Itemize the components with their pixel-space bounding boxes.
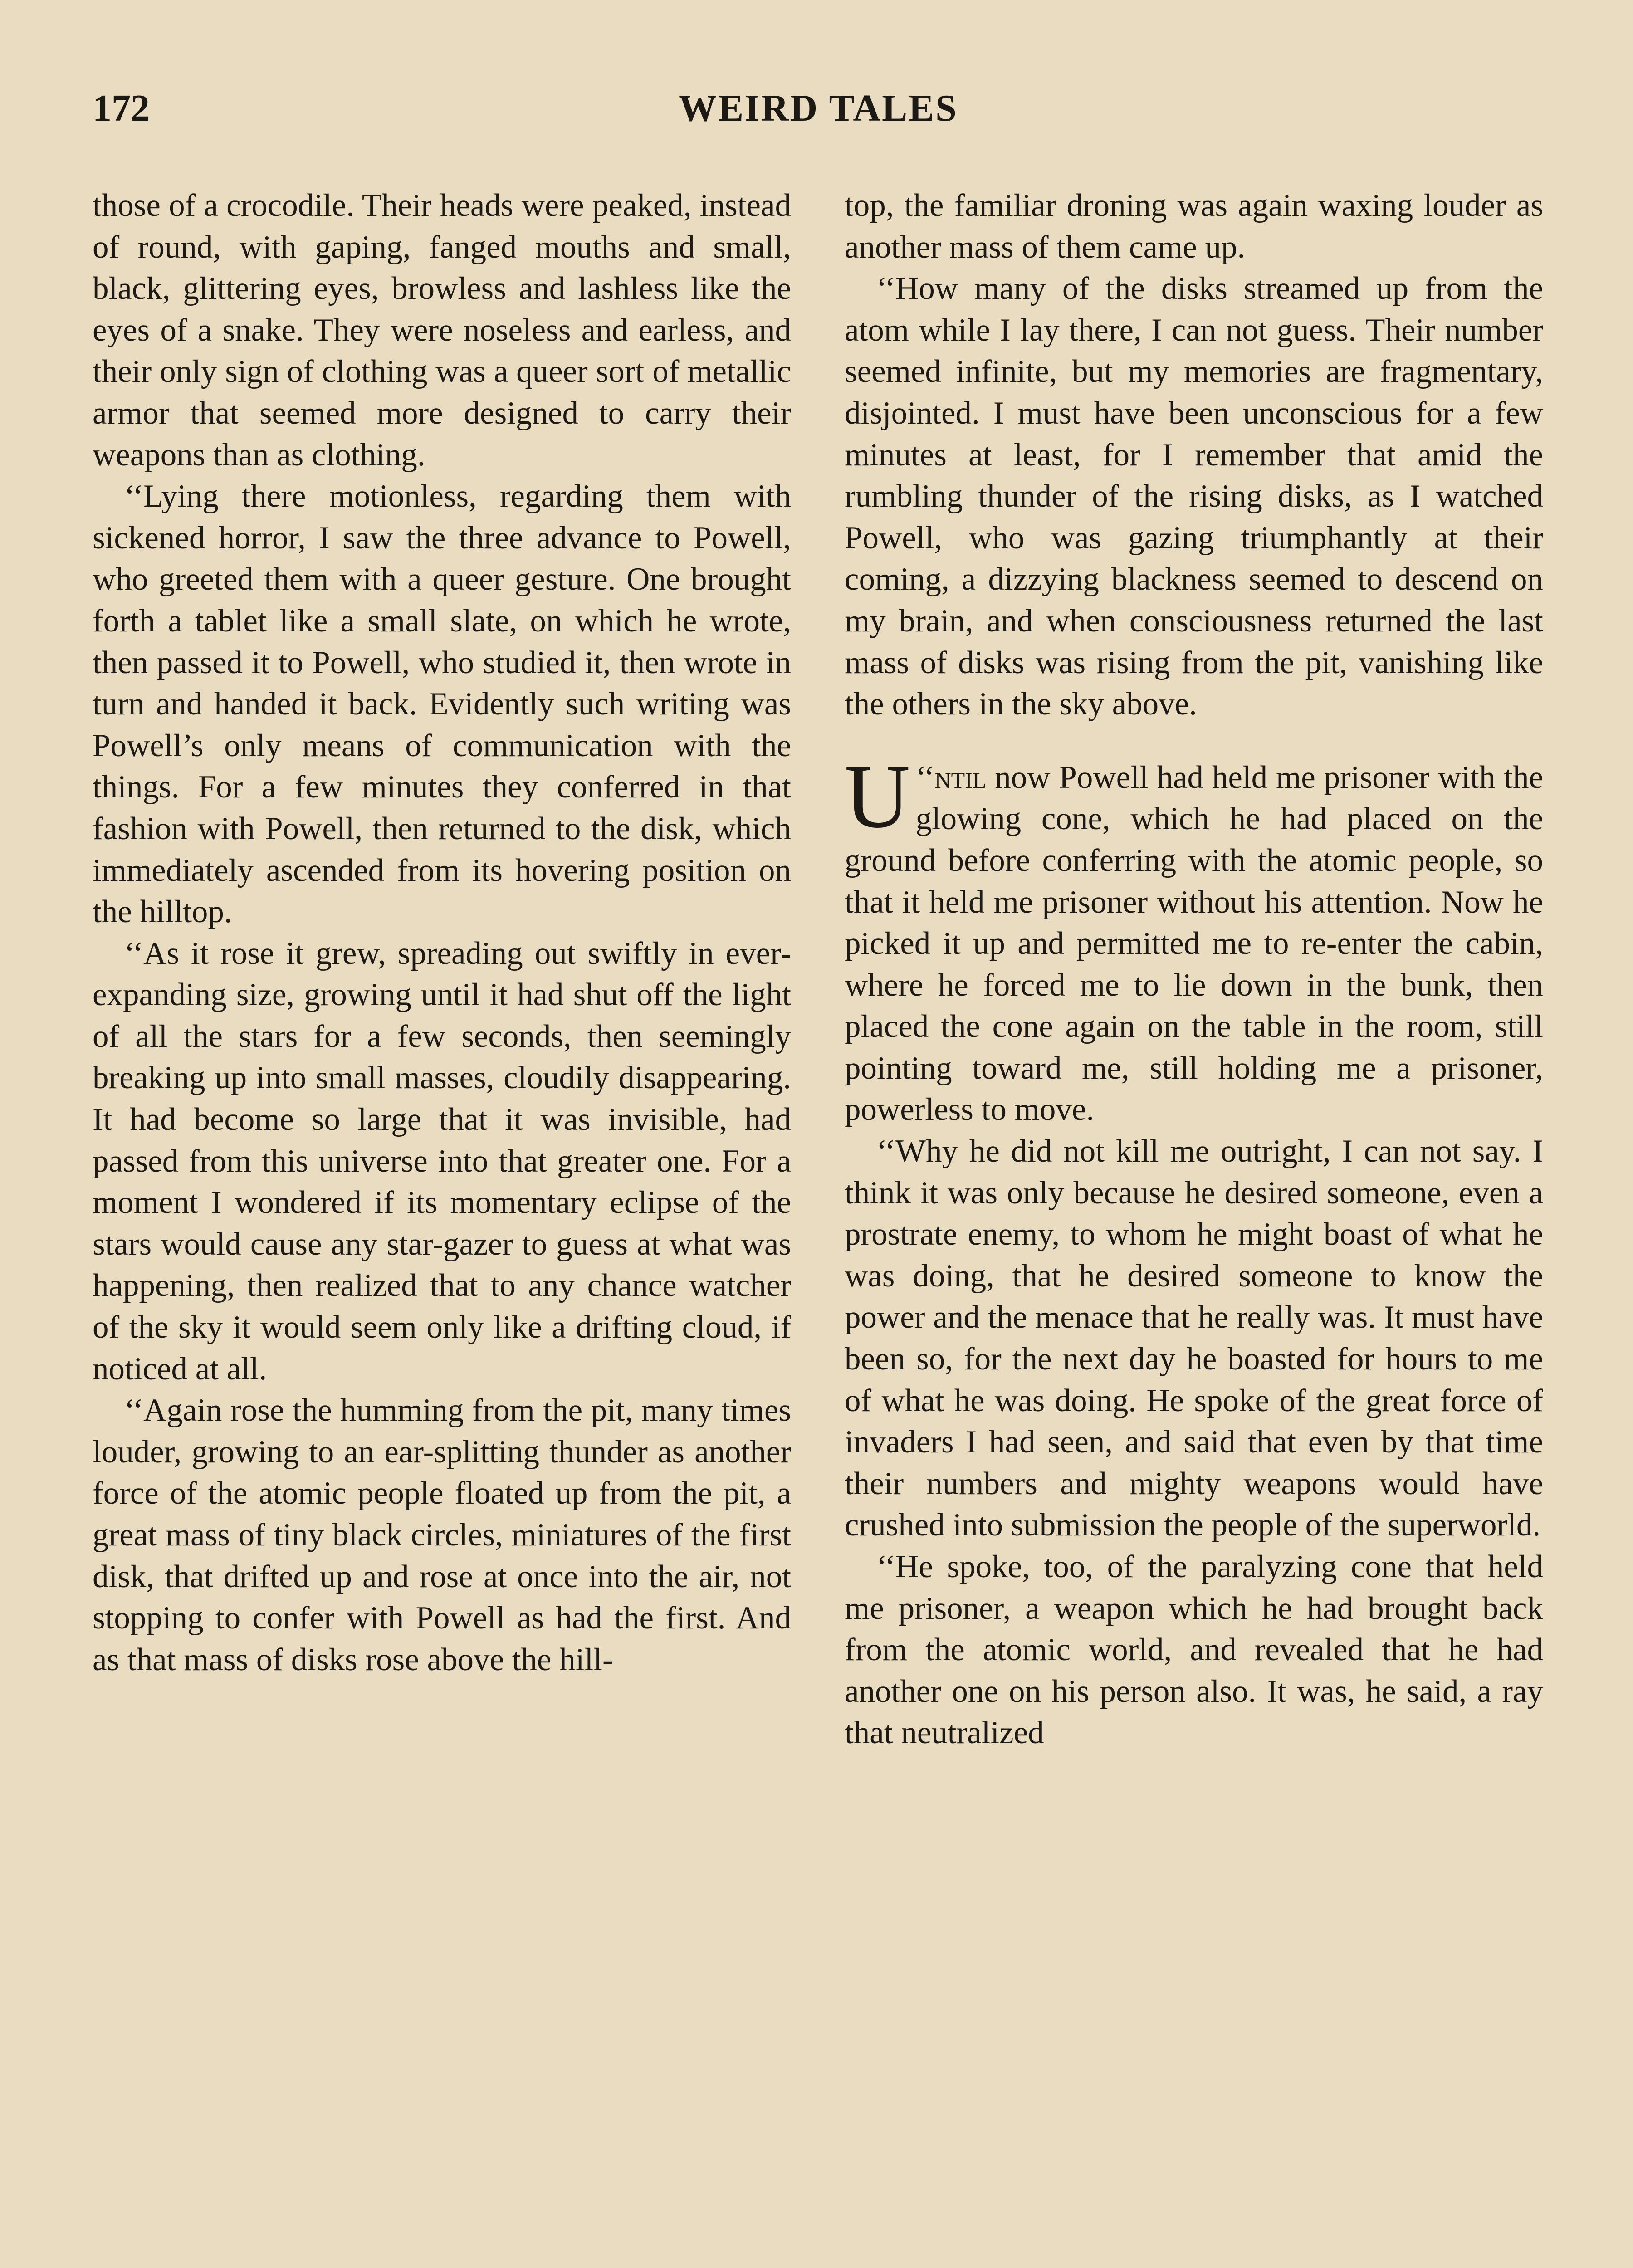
paragraph: top, the familiar droning was again waxing louder as another mass of them came up. <box>845 188 1543 265</box>
page-number: 172 <box>93 87 150 129</box>
paragraph: ‘‘As it rose it grew, spreading out swiftly in ever-expanding size, growing until it had shut off the light of all the stars for a few seconds, then seemingly breaking up into small masses, cloudily disappearing. It had become so large that it was invisible, had passed from this universe into that greater one. For a moment I wondered if its momentary eclipse of the stars would cause any star-gazer to guess at what was happening, then realized that to any chance watcher of the sky it would seem only like a drifting cloud, if noticed at all. <box>93 935 791 1387</box>
small-caps-word: ntil <box>934 759 987 795</box>
right-column <box>845 185 1543 2268</box>
paragraph-text: now Powell had held me prisoner with the glowing cone, which he had placed on the ground before conferring with the atomic people, so that it held me prisoner without his attention. Now he picked it up and permitted me to re-enter the cabin, where he forced me to lie down in the bunk, then placed the cone again on the table in the room, still pointing toward me, still holding me a prisoner, powerless to move. <box>845 759 1543 1128</box>
paragraph: ‘‘Why he did not kill me outright, I can not say. I think it was only because he desired someone, even a prostrate enemy, to whom he might boast of what he was doing, that he desired someone to know the power and the menace that he really was. It must have been so, for the next day he boasted for hours to me of what he was doing. He spoke of the great force of invaders I had seen, and said that even by that time their numbers and mighty weapons would have crushed into submission the people of the superworld. <box>845 1134 1543 1543</box>
paragraph: ‘‘Lying there motionless, regarding them with sickened horror, I saw the three advance to Powell, who greeted them with a queer gesture. One brought forth a tablet like a small slate, on which he wrote, then passed it to Powell, who studied it, then wrote in turn and handed it back. Evidently such writing was Powell’s only means of communication with the things. For a few minutes they conferred in that fashion with Powell, then returned to the disk, which immediately ascended from its hovering position on the hilltop. <box>93 479 791 930</box>
open-quote: ‘‘ <box>915 759 935 795</box>
page-header <box>93 86 1544 141</box>
section-opening-paragraph <box>845 746 1543 1131</box>
paragraph: ‘‘Again rose the humming from the pit, many times louder, growing to an ear-splitting thunder as another force of the atomic people floated up from the pit, a great mass of tiny black circles, miniatures of the first disk, that drifted up and rose at once into the air, not stopping to confer with Powell as had the first. And as that mass of disks rose above the hill- <box>93 1393 791 1677</box>
paragraph: ‘‘How many of the disks streamed up from the atom while I lay there, I can not guess. Their number seemed infinite, but my memories are fragmentary, disjointed. I must have been unconscious for a few minutes at least, for I remember that amid the rumbling thunder of the rising disks, as I watched Powell, who was gazing triumphantly at their coming, a dizzying blackness seemed to descend on my brain, and when consciousness returned the last mass of disks was rising from the pit, vanishing like the others in the sky above. <box>845 271 1543 722</box>
paragraph: those of a crocodile. Their heads were peaked, instead of round, with gaping, fanged mouths and small, black, glittering eyes, browless and lashless like the eyes of a snake. They were noseless and earless, and their only sign of clothing was a queer sort of metallic armor that seemed more designed to carry their weapons than as clothing. <box>93 188 791 473</box>
running-title: WEIRD TALES <box>679 87 958 129</box>
drop-cap: U <box>845 746 910 847</box>
paragraph: ‘‘He spoke, too, of the paralyzing cone that held me prisoner, a weapon which he had brought back from the atomic world, and revealed that he had another one on his person also. It was, he said, a ray that neutralized <box>845 1549 1543 1751</box>
left-column <box>93 185 791 2268</box>
